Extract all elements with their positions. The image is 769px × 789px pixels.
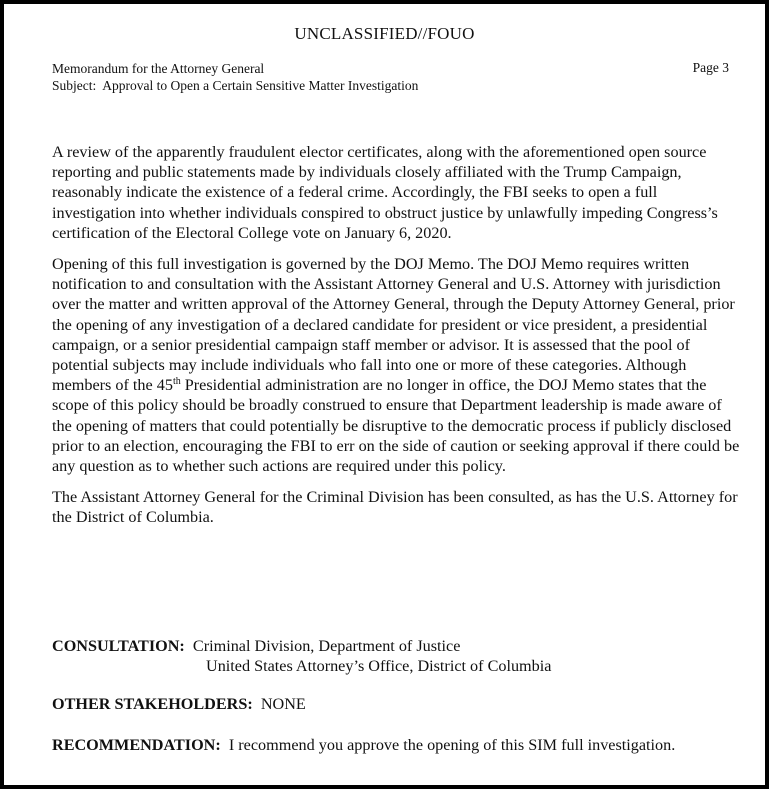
consultation-line-1: Criminal Division, Department of Justice	[192, 637, 461, 655]
classification-marking: UNCLASSIFIED//FOUO	[294, 24, 475, 43]
stakeholders-value: NONE	[260, 695, 306, 713]
document-page	[4, 4, 765, 785]
ordinal-suffix: th	[172, 376, 181, 388]
memo-header	[52, 60, 418, 94]
recommendation-label: RECOMMENDATION:	[52, 736, 221, 754]
stakeholders-label: OTHER STAKEHOLDERS:	[52, 695, 253, 713]
consultation-label: CONSULTATION:	[52, 637, 185, 655]
consultation-section	[52, 636, 551, 676]
paragraph-2	[52, 254, 742, 476]
subject-text: Approval to Open a Certain Sensitive Matter Investigation	[102, 78, 419, 93]
memo-subject	[52, 77, 418, 94]
recommendation-section	[52, 735, 675, 755]
paragraph-2-text-a: Opening of this full investigation is governed by the DOJ Memo. The DOJ Memo requires written notification to and consultation with the Assistant Attorney General and U.S. Attorney with jurisdiction over the matter and written approval of the Attorney General, through the Deputy Attorney General, prior the opening of any investigation of a declared candidate for president or vice president, a presidential campaign, or a senior presidential campaign staff member or advisor. It is assessed that the pool of potential subjects may include individuals who fall into one or more of these categories. Although members of the 45	[52, 255, 735, 395]
paragraph-1: A review of the apparently fraudulent elector certificates, along with the aforementioned open source reporting and public statements made by individuals closely affiliated with the Trump Campaign, reasonably indicate the existence of a federal crime. Accordingly, the FBI seeks to open a full investigation into whether individuals conspired to obstruct justice by unlawfully impeding Congress’s certification of the Electoral College vote on January 6, 2020.	[52, 143, 718, 242]
paragraph-3: The Assistant Attorney General for the Criminal Division has been consulted, as has the U.S. Attorney for the District of Columbia.	[52, 488, 738, 527]
paragraph-2-text-b: Presidential administration are no longer in office, the DOJ Memo states that the scope of this policy should be broadly construed to ensure that Department leadership is made aware of the opening of matters that could potentially be disruptive to the democratic process if publicly disclosed prior to an election, encouraging the FBI to err on the side of caution or seeking approval if there could be any question as to whether such actions are required under this policy.	[52, 376, 740, 476]
subject-label: Subject:	[52, 78, 97, 93]
stakeholders-section	[52, 694, 306, 714]
memo-body	[52, 142, 742, 539]
consultation-line-2: United States Attorney’s Office, District of Columbia	[206, 657, 552, 676]
page-number: Page 3	[692, 60, 729, 75]
memo-recipient: Memorandum for the Attorney General	[52, 61, 265, 76]
recommendation-value: I recommend you approve the opening of this SIM full investigation.	[228, 736, 676, 754]
